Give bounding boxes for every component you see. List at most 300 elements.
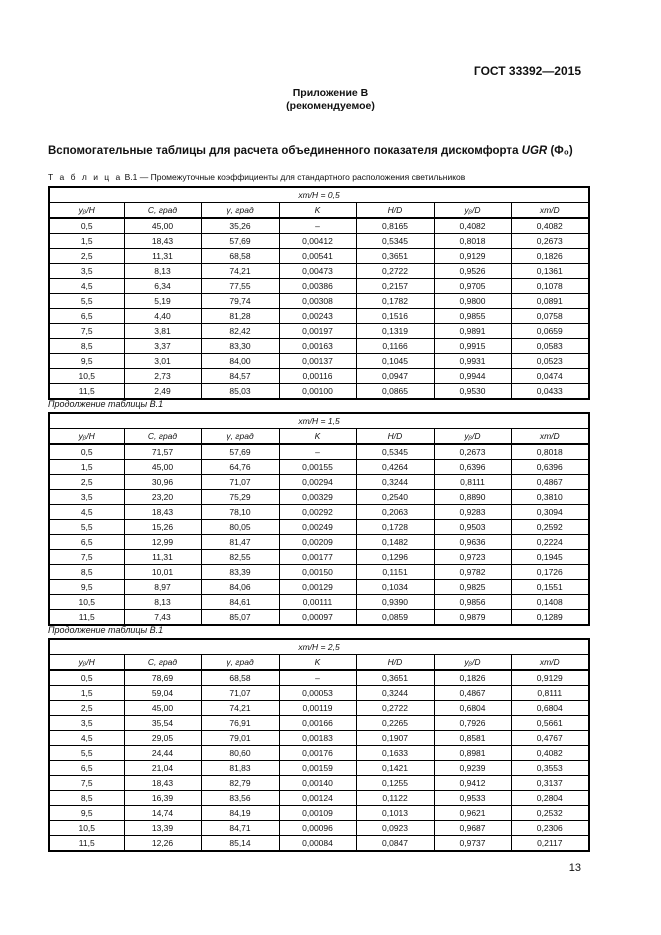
table-cell: 0,0847 [356, 836, 434, 852]
table-cell: 0,9944 [434, 369, 511, 384]
table-cell: 0,1782 [356, 294, 434, 309]
table-cell: 4,5 [49, 505, 124, 520]
table-cell: 8,5 [49, 565, 124, 580]
table-cell: 0,1408 [511, 595, 589, 610]
table-cell: 0,2722 [356, 264, 434, 279]
table-cell: 59,04 [124, 686, 201, 701]
table-cell: 0,9879 [434, 610, 511, 626]
table-cell: 0,9283 [434, 505, 511, 520]
table-cell: 81,47 [201, 535, 279, 550]
table-cell: 0,9931 [434, 354, 511, 369]
document-code: ГОСТ 33392—2015 [473, 64, 581, 78]
table-cell: 0,7926 [434, 716, 511, 731]
table-cell: 0,1516 [356, 309, 434, 324]
table-cell: 0,00308 [279, 294, 356, 309]
table-cell: 83,56 [201, 791, 279, 806]
table-cell: 74,21 [201, 701, 279, 716]
table-cell: 0,9129 [511, 670, 589, 686]
table-cell: 3,5 [49, 490, 124, 505]
table-row [49, 384, 589, 400]
table-cell: 45,00 [124, 701, 201, 716]
table-cell: 0,00329 [279, 490, 356, 505]
table-cell: 0,1296 [356, 550, 434, 565]
table-cell: 76,91 [201, 716, 279, 731]
column-header: C, град [124, 429, 201, 445]
table-cell: 18,43 [124, 776, 201, 791]
table-cell: 83,39 [201, 565, 279, 580]
table-row [49, 806, 589, 821]
table-row [49, 746, 589, 761]
table-cell: 64,76 [201, 460, 279, 475]
table-cell: 0,00119 [279, 701, 356, 716]
table-cell: 81,28 [201, 309, 279, 324]
table-cell: 0,0865 [356, 384, 434, 400]
table-row [49, 535, 589, 550]
table-cell: 0,00140 [279, 776, 356, 791]
coefficients-table-1 [48, 186, 590, 400]
table-cell: 35,26 [201, 218, 279, 234]
table-cell: 0,1633 [356, 746, 434, 761]
table-cell: 15,26 [124, 520, 201, 535]
table-cell: 0,00412 [279, 234, 356, 249]
table-cell: 0,1289 [511, 610, 589, 626]
table-cell: 0,1034 [356, 580, 434, 595]
table-cell: 0,9636 [434, 535, 511, 550]
table-cell: 0,2117 [511, 836, 589, 852]
table-cell: 7,5 [49, 776, 124, 791]
table-cell: 7,5 [49, 550, 124, 565]
table-cell: 1,5 [49, 686, 124, 701]
table-cell: 11,5 [49, 610, 124, 626]
table-cell: 4,5 [49, 279, 124, 294]
table-cell: 7,43 [124, 610, 201, 626]
table-cell: 0,4767 [511, 731, 589, 746]
table-cell: 0,1013 [356, 806, 434, 821]
coefficients-table-2 [48, 412, 590, 626]
table-row [49, 249, 589, 264]
table-cell: 6,5 [49, 309, 124, 324]
table-cell: 84,19 [201, 806, 279, 821]
table-cell: 0,9705 [434, 279, 511, 294]
column-header: γ, град [201, 203, 279, 219]
table-cell: 79,01 [201, 731, 279, 746]
continuation-label: Продолжение таблицы В.1 [48, 399, 164, 409]
table-cell: 0,9855 [434, 309, 511, 324]
table-cell: 2,49 [124, 384, 201, 400]
table-cell: 6,5 [49, 761, 124, 776]
annex-subtitle: (рекомендуемое) [286, 100, 375, 112]
table-cell: 0,0523 [511, 354, 589, 369]
table-cell: 0,0433 [511, 384, 589, 400]
table-cell: 0,4082 [511, 218, 589, 234]
table-cell: 5,5 [49, 520, 124, 535]
table-row [49, 475, 589, 490]
table-cell: 0,4264 [356, 460, 434, 475]
column-header: yᵦ/H [49, 655, 124, 671]
table-cell: 0,5 [49, 670, 124, 686]
table-subtitle: xт/H = 0,5 [49, 187, 589, 203]
table-cell: 0,00473 [279, 264, 356, 279]
table-cell: – [279, 670, 356, 686]
table-cell: 29,05 [124, 731, 201, 746]
table-cell: 0,1907 [356, 731, 434, 746]
table-cell: 0,9530 [434, 384, 511, 400]
table-cell: 85,03 [201, 384, 279, 400]
table-cell: 0,1151 [356, 565, 434, 580]
table-cell: 0,1045 [356, 354, 434, 369]
table-cell: 16,39 [124, 791, 201, 806]
table-cell: 0,6396 [434, 460, 511, 475]
table-cell: 2,73 [124, 369, 201, 384]
table-cell: 0,00249 [279, 520, 356, 535]
table-cell: 12,26 [124, 836, 201, 852]
table-cell: 0,5 [49, 218, 124, 234]
table-cell: 0,9782 [434, 565, 511, 580]
table-cell: 45,00 [124, 218, 201, 234]
table-row [49, 294, 589, 309]
table-cell: 0,9412 [434, 776, 511, 791]
table-cell: 0,1826 [511, 249, 589, 264]
table-row [49, 610, 589, 626]
table-row [49, 460, 589, 475]
table-cell: 23,20 [124, 490, 201, 505]
table-cell: – [279, 444, 356, 460]
table-cell: 71,57 [124, 444, 201, 460]
table-cell: 8,13 [124, 264, 201, 279]
table-row [49, 731, 589, 746]
table-cell: 0,00197 [279, 324, 356, 339]
table-cell: 8,5 [49, 339, 124, 354]
table-cell: 0,5345 [356, 234, 434, 249]
table-cell: – [279, 218, 356, 234]
table-cell: 0,9800 [434, 294, 511, 309]
table-cell: 81,83 [201, 761, 279, 776]
table-cell: 0,00129 [279, 580, 356, 595]
column-header: γ, град [201, 429, 279, 445]
column-header: xт/D [511, 203, 589, 219]
column-header: C, град [124, 203, 201, 219]
table-row [49, 234, 589, 249]
table-cell: 79,74 [201, 294, 279, 309]
table-cell: 0,0923 [356, 821, 434, 836]
table-cell: 0,0758 [511, 309, 589, 324]
table-cell: 84,71 [201, 821, 279, 836]
table-cell: 0,9526 [434, 264, 511, 279]
table-cell: 84,57 [201, 369, 279, 384]
table-cell: 0,4082 [434, 218, 511, 234]
table-cell: 7,5 [49, 324, 124, 339]
table-row [49, 324, 589, 339]
column-header: K [279, 655, 356, 671]
table-cell: 0,3810 [511, 490, 589, 505]
table-cell: 35,54 [124, 716, 201, 731]
table-row [49, 565, 589, 580]
column-header: yᵦ/D [434, 203, 511, 219]
table-cell: 0,2540 [356, 490, 434, 505]
table-cell: 83,30 [201, 339, 279, 354]
table-cell: 0,00116 [279, 369, 356, 384]
continuation-label: Продолжение таблицы В.1 [48, 625, 164, 635]
table-row [49, 354, 589, 369]
table-cell: 0,00159 [279, 761, 356, 776]
table-cell: 0,00177 [279, 550, 356, 565]
table-cell: 0,3094 [511, 505, 589, 520]
table-cell: 0,3137 [511, 776, 589, 791]
table-cell: 82,42 [201, 324, 279, 339]
table-cell: 71,07 [201, 475, 279, 490]
table-cell: 11,31 [124, 550, 201, 565]
table-row [49, 490, 589, 505]
table-cell: 0,3244 [356, 686, 434, 701]
table-cell: 0,0659 [511, 324, 589, 339]
table-cell: 0,2592 [511, 520, 589, 535]
table-cell: 0,1166 [356, 339, 434, 354]
table-cell: 0,2063 [356, 505, 434, 520]
table-cell: 0,1482 [356, 535, 434, 550]
table-row [49, 309, 589, 324]
table-cell: 8,13 [124, 595, 201, 610]
table-cell: 0,8018 [511, 444, 589, 460]
table-cell: 82,55 [201, 550, 279, 565]
table-cell: 9,5 [49, 354, 124, 369]
table-subtitle: xт/H = 2,5 [49, 639, 589, 655]
table-cell: 0,00166 [279, 716, 356, 731]
table-cell: 0,00209 [279, 535, 356, 550]
table-cell: 0,0947 [356, 369, 434, 384]
table-header-row [49, 655, 589, 671]
table-cell: 0,00541 [279, 249, 356, 264]
table-cell: 80,05 [201, 520, 279, 535]
table-cell: 3,37 [124, 339, 201, 354]
table-cell: 0,0474 [511, 369, 589, 384]
table-row [49, 264, 589, 279]
table-cell: 0,3553 [511, 761, 589, 776]
table-row [49, 444, 589, 460]
table-cell: 5,5 [49, 294, 124, 309]
table-cell: 0,1078 [511, 279, 589, 294]
table-cell: 30,96 [124, 475, 201, 490]
table-cell: 0,1551 [511, 580, 589, 595]
table-cell: 78,10 [201, 505, 279, 520]
table-cell: 0,2224 [511, 535, 589, 550]
table-cell: 0,8581 [434, 731, 511, 746]
table-cell: 0,00176 [279, 746, 356, 761]
table-cell: 80,60 [201, 746, 279, 761]
table-cell: 0,00386 [279, 279, 356, 294]
table-cell: 57,69 [201, 444, 279, 460]
table-cell: 0,00109 [279, 806, 356, 821]
table-cell: 0,1361 [511, 264, 589, 279]
table-cell: 0,00292 [279, 505, 356, 520]
column-header: H/D [356, 429, 434, 445]
table-cell: 0,4867 [511, 475, 589, 490]
table-cell: 0,00163 [279, 339, 356, 354]
table-cell: 5,5 [49, 746, 124, 761]
table-cell: 3,01 [124, 354, 201, 369]
table-cell: 0,1728 [356, 520, 434, 535]
table-header-row [49, 429, 589, 445]
table-cell: 18,43 [124, 234, 201, 249]
table-row [49, 218, 589, 234]
table-cell: 2,5 [49, 249, 124, 264]
table-cell: 2,5 [49, 475, 124, 490]
table-cell: 0,00155 [279, 460, 356, 475]
table-cell: 3,5 [49, 716, 124, 731]
table-cell: 9,5 [49, 580, 124, 595]
table-cell: 0,1255 [356, 776, 434, 791]
table-cell: 0,9239 [434, 761, 511, 776]
table-cell: 0,0583 [511, 339, 589, 354]
table-cell: 0,6396 [511, 460, 589, 475]
table-row [49, 836, 589, 852]
table-cell: 0,3651 [356, 670, 434, 686]
table-cell: 0,00097 [279, 610, 356, 626]
page-number: 13 [568, 862, 581, 874]
table-cell: 0,1726 [511, 565, 589, 580]
table-cell: 0,5 [49, 444, 124, 460]
table-row [49, 550, 589, 565]
table-cell: 8,97 [124, 580, 201, 595]
table-cell: 0,9621 [434, 806, 511, 821]
column-header: γ, град [201, 655, 279, 671]
table-cell: 0,2673 [511, 234, 589, 249]
table-cell: 0,5345 [356, 444, 434, 460]
table-row [49, 821, 589, 836]
table-cell: 0,1421 [356, 761, 434, 776]
table-cell: 0,6804 [511, 701, 589, 716]
table-row [49, 595, 589, 610]
table-cell: 75,29 [201, 490, 279, 505]
table-cell: 0,2673 [434, 444, 511, 460]
table-cell: 11,5 [49, 384, 124, 400]
table-cell: 0,9915 [434, 339, 511, 354]
section-title-text: Вспомогательные таблицы для расчета объединенного показателя дискомфорта [48, 145, 519, 157]
column-header: H/D [356, 655, 434, 671]
column-header: yᵦ/H [49, 203, 124, 219]
table-row [49, 776, 589, 791]
annex-title: Приложение В [292, 87, 369, 99]
table-cell: 0,00096 [279, 821, 356, 836]
table-cell: 14,74 [124, 806, 201, 821]
section-title [48, 145, 573, 157]
table-cell: 0,9687 [434, 821, 511, 836]
table-row [49, 761, 589, 776]
table-cell: 71,07 [201, 686, 279, 701]
table-cell: 0,9737 [434, 836, 511, 852]
table-cell: 85,07 [201, 610, 279, 626]
table-caption-text: В.1 — Промежуточные коэффициенты для стандартного расположения светильников [122, 172, 466, 182]
table-cell: 0,8165 [356, 218, 434, 234]
table-caption-row [49, 413, 589, 429]
table-cell: 0,00183 [279, 731, 356, 746]
table-cell: 9,5 [49, 806, 124, 821]
table-caption-label: Т а б л и ц а [48, 172, 123, 182]
table-cell: 0,0891 [511, 294, 589, 309]
table-cell: 0,9825 [434, 580, 511, 595]
table-cell: 0,2265 [356, 716, 434, 731]
table-cell: 1,5 [49, 460, 124, 475]
table-cell: 84,61 [201, 595, 279, 610]
table-cell: 0,0859 [356, 610, 434, 626]
table-cell: 0,1122 [356, 791, 434, 806]
table-cell: 0,1945 [511, 550, 589, 565]
table-cell: 3,5 [49, 264, 124, 279]
table-cell: 0,9533 [434, 791, 511, 806]
table-cell: 0,2722 [356, 701, 434, 716]
table-cell: 0,4082 [511, 746, 589, 761]
table-cell: 0,6804 [434, 701, 511, 716]
table-cell: 82,79 [201, 776, 279, 791]
table-row [49, 701, 589, 716]
table-cell: 18,43 [124, 505, 201, 520]
table-cell: 0,3651 [356, 249, 434, 264]
column-header: yᵦ/D [434, 655, 511, 671]
table-cell: 68,58 [201, 670, 279, 686]
column-header: xт/D [511, 655, 589, 671]
table-cell: 77,55 [201, 279, 279, 294]
table-cell: 6,5 [49, 535, 124, 550]
table-cell: 85,14 [201, 836, 279, 852]
column-header: H/D [356, 203, 434, 219]
table-cell: 74,21 [201, 264, 279, 279]
table-cell: 0,9856 [434, 595, 511, 610]
table-cell: 0,5661 [511, 716, 589, 731]
table-header-row [49, 203, 589, 219]
table-row [49, 580, 589, 595]
table-cell: 8,5 [49, 791, 124, 806]
column-header: K [279, 203, 356, 219]
table-cell: 0,3244 [356, 475, 434, 490]
table-row [49, 279, 589, 294]
table-cell: 21,04 [124, 761, 201, 776]
table-cell: 0,9390 [356, 595, 434, 610]
table-cell: 84,00 [201, 354, 279, 369]
table-cell: 0,2157 [356, 279, 434, 294]
table-cell: 0,8890 [434, 490, 511, 505]
table-cell: 0,00124 [279, 791, 356, 806]
column-header: C, град [124, 655, 201, 671]
column-header: yᵦ/H [49, 429, 124, 445]
table-cell: 10,5 [49, 369, 124, 384]
coefficients-table-3 [48, 638, 590, 852]
table-cell: 0,00294 [279, 475, 356, 490]
table-cell: 0,00084 [279, 836, 356, 852]
table-cell: 0,9891 [434, 324, 511, 339]
annex-heading [0, 87, 661, 113]
table-cell: 11,31 [124, 249, 201, 264]
table-cell: 0,8018 [434, 234, 511, 249]
table-cell: 68,58 [201, 249, 279, 264]
table-caption-row [49, 187, 589, 203]
table-cell: 84,06 [201, 580, 279, 595]
column-header: K [279, 429, 356, 445]
table-cell: 0,2306 [511, 821, 589, 836]
table-cell: 0,2532 [511, 806, 589, 821]
table-cell: 0,1319 [356, 324, 434, 339]
table-cell: 10,01 [124, 565, 201, 580]
table-cell: 10,5 [49, 821, 124, 836]
table-cell: 57,69 [201, 234, 279, 249]
table-cell: 0,9503 [434, 520, 511, 535]
table-cell: 0,8111 [434, 475, 511, 490]
table-cell: 4,40 [124, 309, 201, 324]
table-row [49, 339, 589, 354]
table-cell: 10,5 [49, 595, 124, 610]
table-cell: 0,00137 [279, 354, 356, 369]
table-cell: 0,8111 [511, 686, 589, 701]
column-header: xт/D [511, 429, 589, 445]
table-cell: 11,5 [49, 836, 124, 852]
